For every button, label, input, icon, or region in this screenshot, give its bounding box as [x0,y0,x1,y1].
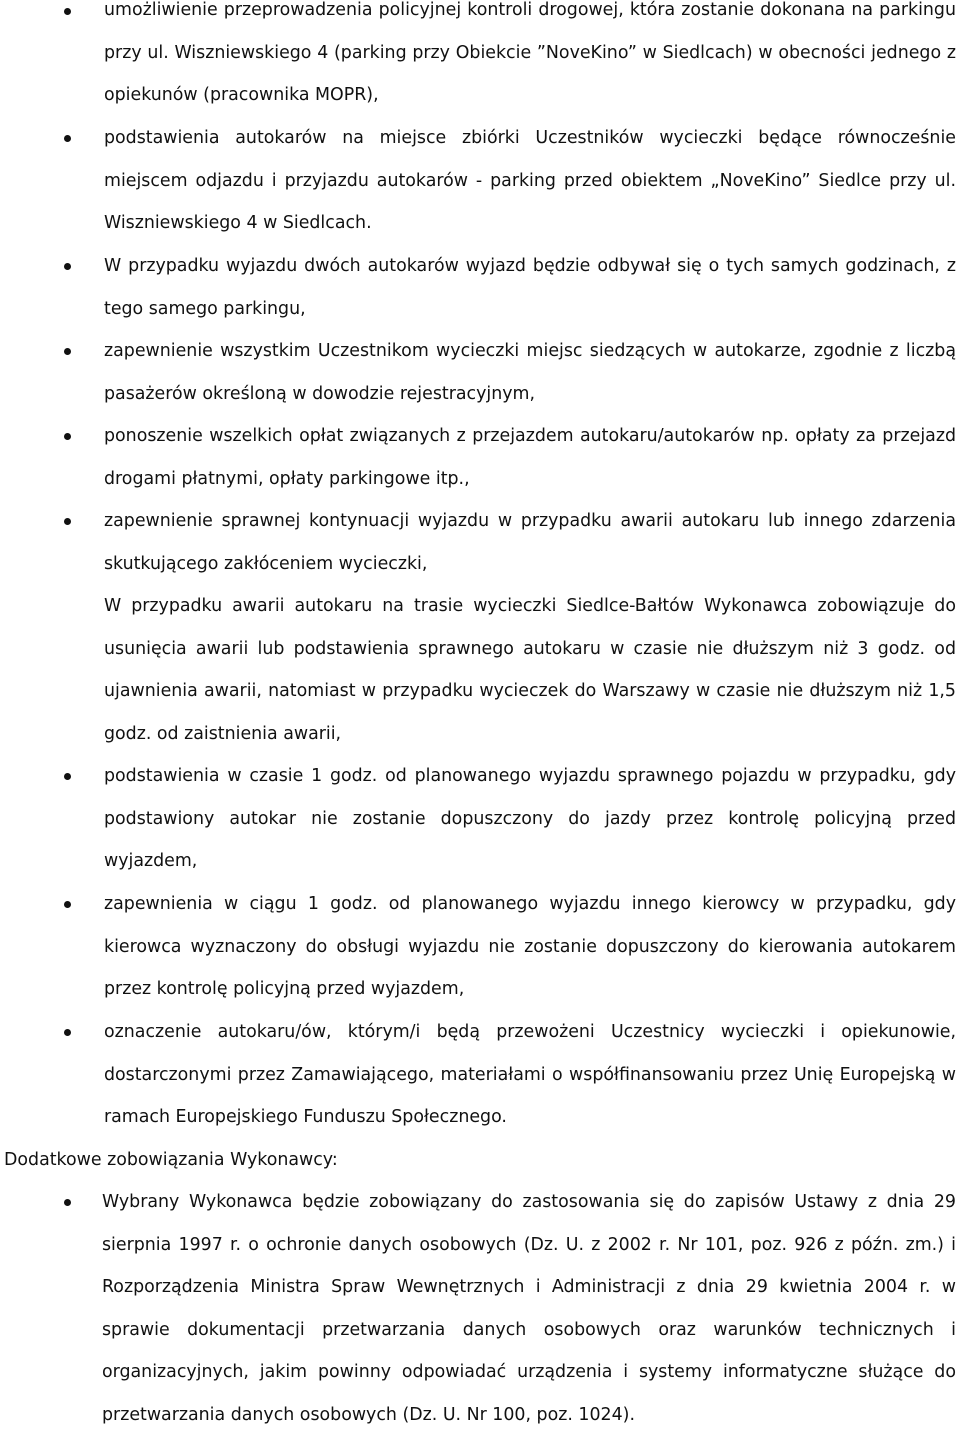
bullet-icon [64,433,71,440]
list-item: umożliwienie przeprowadzenia policyjnej kontroli drogowej, która zostanie dokonana na parkingu przy ul. Wiszniewskiego 4 (parking przy Obiekcie ”NoveKino” w Siedlcach) w obecności jednego z opiekunów (pracownika MOPR), [104,0,956,106]
bullet-icon [64,263,71,270]
list-item: zapewnienia w ciągu 1 godz. od planowanego wyjazdu innego kierowcy w przypadku, gdy kierowca wyznaczony do obsługi wyjazdu nie zostanie dopuszczony do kierowania autokarem przez kontrolę policyjną przed wyjazdem, [104,894,956,1000]
list-item: W przypadku wyjazdu dwóch autokarów wyjazd będzie odbywał się o tych samych godzinach, z tego samego parkingu, [104,256,956,319]
breakdown-paragraph: W przypadku awarii autokaru na trasie wycieczki Siedlce-Bałtów Wykonawca zobowiązuje do usunięcia awarii lub podstawienia sprawnego autokaru w czasie nie dłuższym niż 3 godz. od ujawnienia awarii, natomiast w przypadku wycieczek do Warszawy w czasie nie dłuższym niż 1,5 godz. od zaistnienia awarii, [104,596,956,744]
bullet-icon [64,1029,71,1036]
bullet-icon [64,773,71,780]
list-item: ponoszenie wszelkich opłat związanych z przejazdem autokaru/autokarów np. opłaty za przejazd drogami płatnymi, opłaty parkingowe itp., [104,426,956,489]
list-item: zapewnienie sprawnej kontynuacji wyjazdu w przypadku awarii autokaru lub innego zdarzenia skutkującego zakłóceniem wycieczki, [104,511,956,574]
bullet-icon [64,901,71,908]
bullet-icon [64,8,71,15]
bullet-icon [64,348,71,355]
list-item: podstawienia autokarów na miejsce zbiórki Uczestników wycieczki będące równocześnie miejscem odjazdu i przyjazdu autokarów - parking przed obiektem „NoveKino” Siedlce przy ul. Wiszniewskiego 4 w Siedlcach. [104,128,956,234]
list-item: Wybrany Wykonawca będzie zobowiązany do zastosowania się do zapisów Ustawy z dnia 29 sierpnia 1997 r. o ochronie danych osobowych (Dz. U. z 2002 r. Nr 101, poz. 926 z późn. zm.) i Rozporządzenia Ministra Spraw Wewnętrznych i Administracji z dnia 29 kwietnia 2004 r. w sprawie dokumentacji przetwarzania danych osobowych oraz warunków technicznych i organizacyjnych, jakim powinny odpowiadać urządzenia i systemy informatyczne służące do przetwarzania danych osobowych (Dz. U. Nr 100, poz. 1024). [102,1192,956,1425]
list-item: oznaczenie autokaru/ów, którym/i będą przewożeni Uczestnicy wycieczki i opiekunowie, dostarczonymi przez Zamawiającego, materiałami o współfinansowaniu przez Unię Europejską w ramach Europejskiego Funduszu Społecznego. [104,1022,956,1128]
list-item: zapewnienie wszystkim Uczestnikom wycieczki miejsc siedzących w autokarze, zgodnie z liczbą pasażerów określoną w dowodzie rejestracyjnym, [104,341,956,404]
bullet-icon [64,518,71,525]
bullet-icon [64,1199,71,1206]
section-heading: Dodatkowe zobowiązania Wykonawcy: [4,1150,338,1170]
bullet-icon [64,135,71,142]
list-item: podstawienia w czasie 1 godz. od planowanego wyjazdu sprawnego pojazdu w przypadku, gdy podstawiony autokar nie zostanie dopuszczony do jazdy przez kontrolę policyjną przed wyjazdem, [104,766,956,872]
